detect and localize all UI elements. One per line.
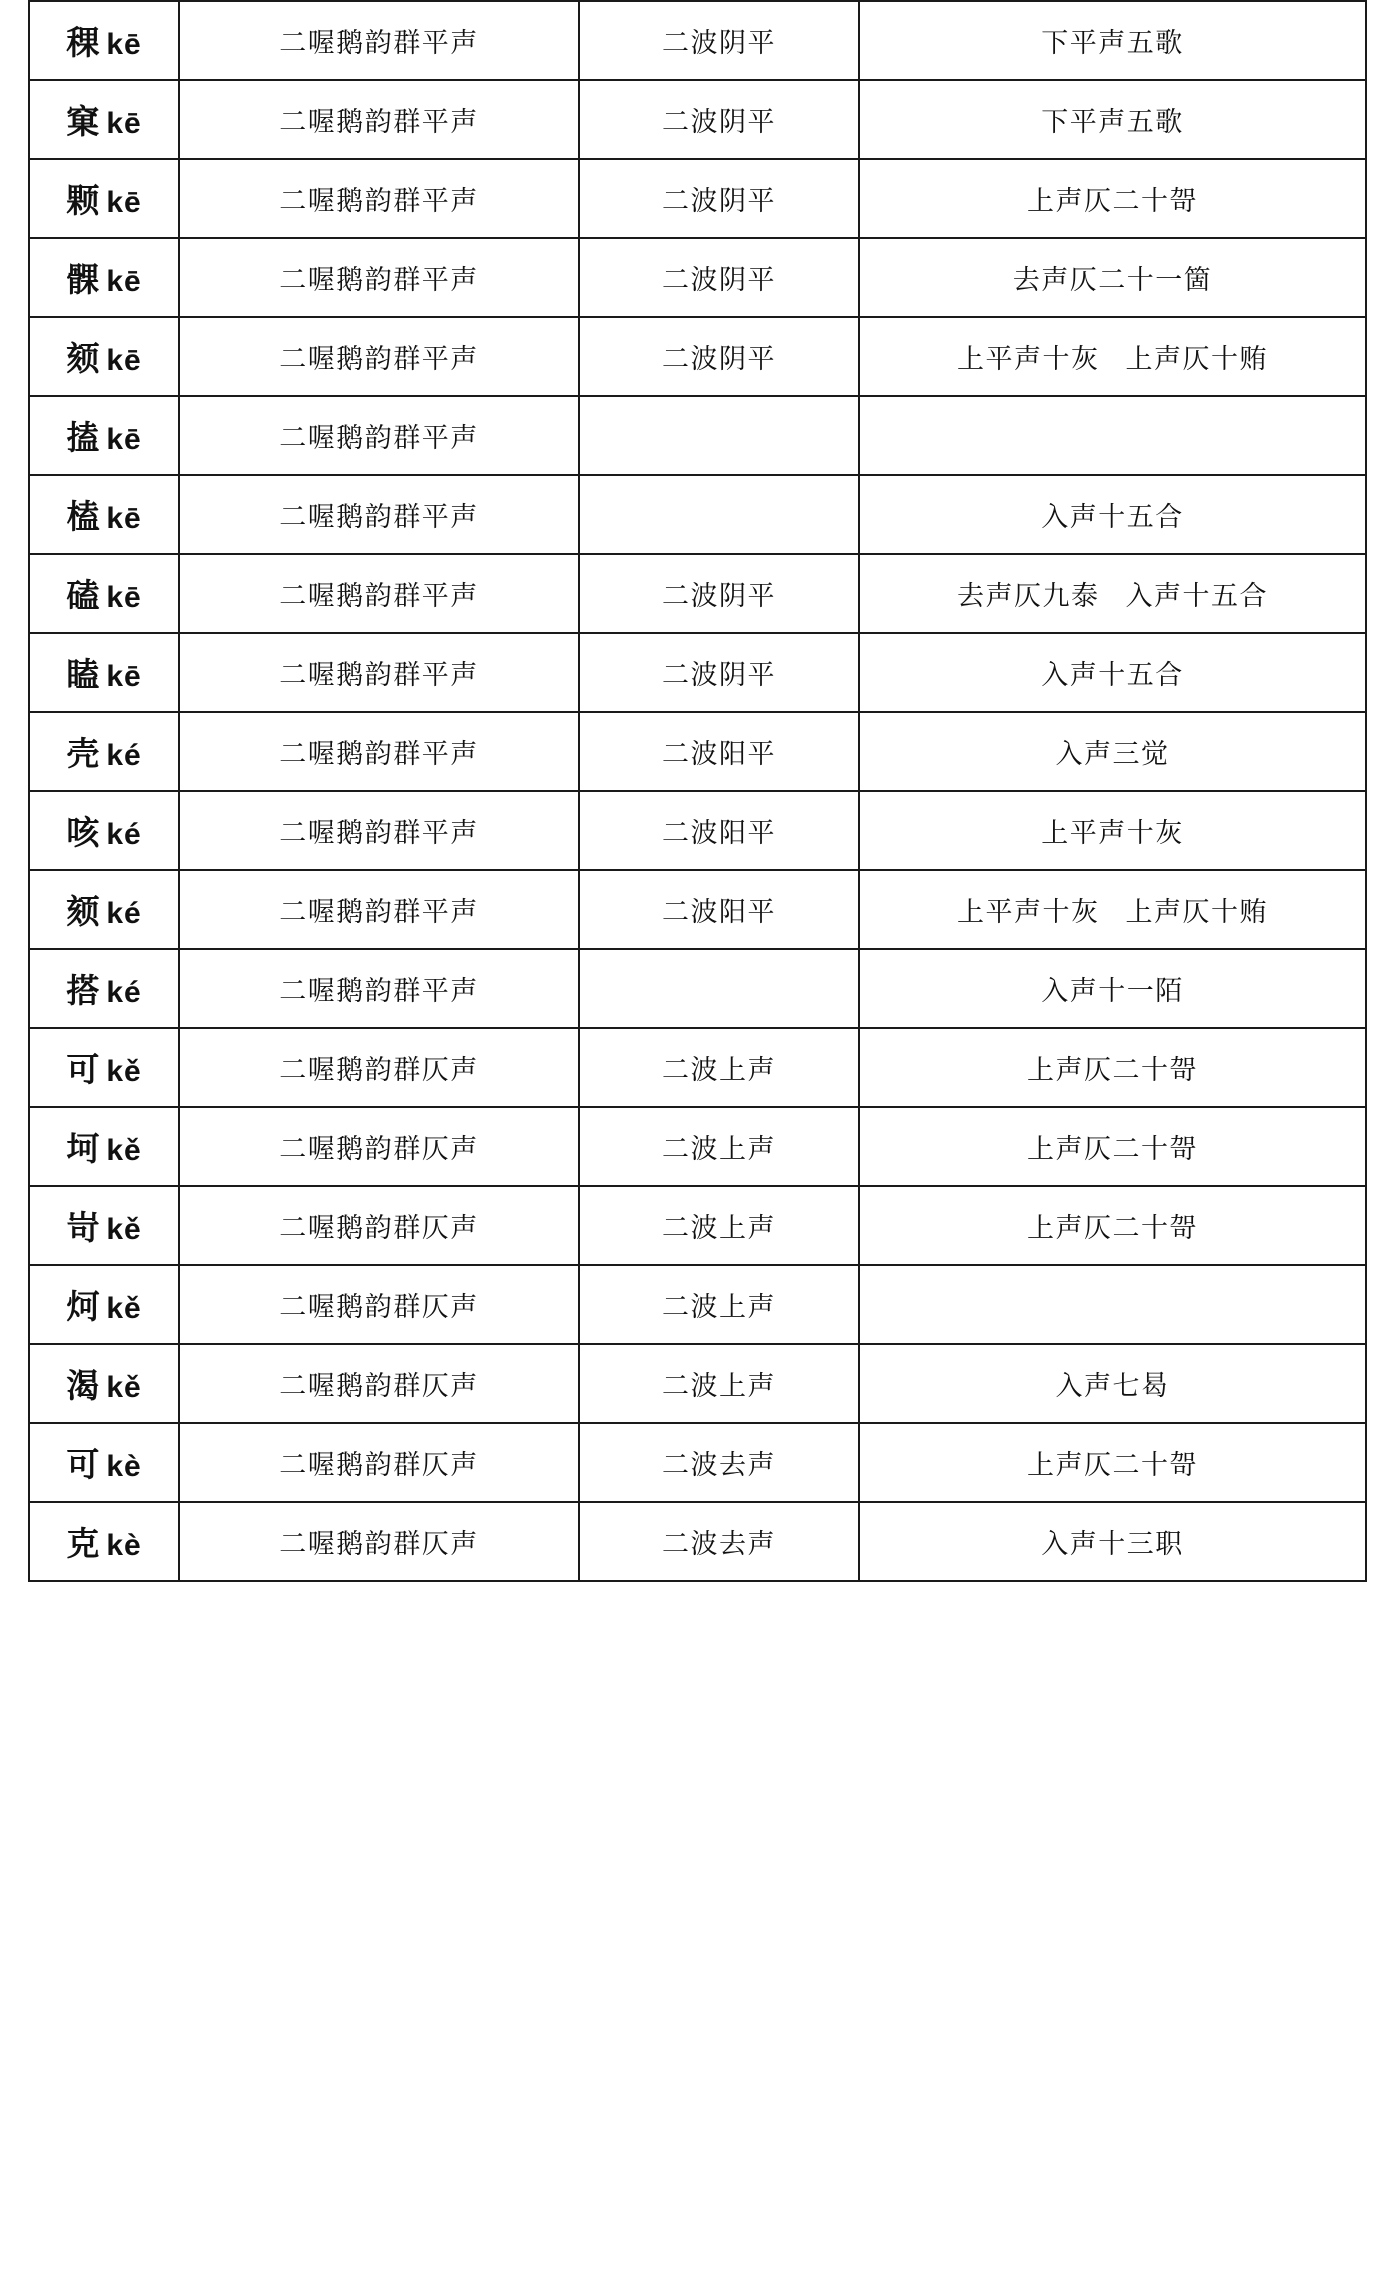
entry-character: 咳 <box>66 816 101 852</box>
rime-book-ref: 入声十三职 <box>1041 1529 1184 1559</box>
entry-rime-book-refs <box>859 80 1366 159</box>
entry-rime-book-refs <box>859 396 1366 475</box>
entry-rime-group: 二喔鹅韵群仄声 <box>179 1423 579 1502</box>
table-row <box>29 80 1366 159</box>
entry-tone-class: 二波上声 <box>579 1028 859 1107</box>
entry-headword-cell <box>29 791 179 870</box>
table-row <box>29 633 1366 712</box>
entry-character: 磕 <box>66 579 101 615</box>
entry-rime-book-refs <box>859 633 1366 712</box>
entry-pinyin: kě <box>106 1371 142 1404</box>
table-row <box>29 949 1366 1028</box>
table-row <box>29 1423 1366 1502</box>
rime-book-ref: 上声仄二十哿 <box>1027 1055 1198 1085</box>
entry-headword-cell <box>29 238 179 317</box>
entry-tone-class: 二波阳平 <box>579 791 859 870</box>
entry-pinyin: kē <box>106 423 142 456</box>
entry-pinyin: ké <box>106 976 142 1009</box>
rime-book-ref: 下平声五歌 <box>1041 28 1184 58</box>
entry-rime-group: 二喔鹅韵群仄声 <box>179 1107 579 1186</box>
entry-rime-book-refs <box>859 1107 1366 1186</box>
entry-rime-book-refs <box>859 1502 1366 1581</box>
rime-book-ref: 上声仄二十哿 <box>1027 1450 1198 1480</box>
entry-headword-cell <box>29 1107 179 1186</box>
entry-rime-book-refs <box>859 712 1366 791</box>
entry-rime-book-refs <box>859 1028 1366 1107</box>
entry-character: 颗 <box>66 184 101 220</box>
table-row <box>29 1186 1366 1265</box>
entry-character: 搕 <box>66 421 101 457</box>
entry-rime-group: 二喔鹅韵群仄声 <box>179 1344 579 1423</box>
entry-rime-book-refs <box>859 791 1366 870</box>
entry-tone-class: 二波阴平 <box>579 633 859 712</box>
entry-headword-cell <box>29 475 179 554</box>
entry-rime-group: 二喔鹅韵群平声 <box>179 1 579 80</box>
entry-pinyin: kē <box>106 581 142 614</box>
entry-pinyin: ké <box>106 818 142 851</box>
entry-rime-group: 二喔鹅韵群平声 <box>179 317 579 396</box>
entry-pinyin: kē <box>106 28 142 61</box>
entry-headword-cell <box>29 712 179 791</box>
entry-headword-cell <box>29 1423 179 1502</box>
entry-tone-class: 二波阴平 <box>579 317 859 396</box>
entry-tone-class: 二波阳平 <box>579 712 859 791</box>
table-row <box>29 554 1366 633</box>
entry-rime-book-refs <box>859 1186 1366 1265</box>
entry-rime-group: 二喔鹅韵群平声 <box>179 396 579 475</box>
entry-pinyin: kē <box>106 502 142 535</box>
entry-rime-group: 二喔鹅韵群平声 <box>179 475 579 554</box>
entry-headword-cell <box>29 159 179 238</box>
entry-character: 颏 <box>66 895 101 931</box>
entry-pinyin: kě <box>106 1213 142 1246</box>
entry-character: 窠 <box>66 105 101 141</box>
entry-tone-class: 二波上声 <box>579 1344 859 1423</box>
rime-book-ref: 上平声十灰 <box>1041 818 1184 848</box>
table-row <box>29 870 1366 949</box>
entry-rime-book-refs <box>859 159 1366 238</box>
rime-book-ref: 入声十五合 <box>1041 660 1184 690</box>
entry-headword-cell <box>29 1186 179 1265</box>
entry-headword-cell <box>29 1028 179 1107</box>
rime-book-ref: 入声十五合 <box>1125 581 1268 611</box>
entry-rime-group: 二喔鹅韵群平声 <box>179 633 579 712</box>
entry-headword-cell <box>29 1502 179 1581</box>
entry-rime-group: 二喔鹅韵群平声 <box>179 870 579 949</box>
entry-pinyin: kē <box>106 660 142 693</box>
entry-character: 颏 <box>66 342 101 378</box>
entry-character: 髁 <box>66 263 101 299</box>
entry-headword-cell <box>29 870 179 949</box>
entry-rime-group: 二喔鹅韵群仄声 <box>179 1265 579 1344</box>
entry-tone-class: 二波上声 <box>579 1107 859 1186</box>
entry-pinyin: kè <box>106 1450 142 1483</box>
entry-tone-class: 二波阳平 <box>579 870 859 949</box>
entry-character: 瞌 <box>66 658 101 694</box>
table-row <box>29 791 1366 870</box>
entry-tone-class <box>579 949 859 1028</box>
entry-tone-class <box>579 475 859 554</box>
entry-rime-book-refs <box>859 1265 1366 1344</box>
entry-character: 搭 <box>66 974 101 1010</box>
table-body <box>29 1 1366 1581</box>
table-row <box>29 1265 1366 1344</box>
entry-character: 可 <box>66 1448 101 1484</box>
rime-book-ref: 下平声五歌 <box>1041 107 1184 137</box>
entry-rime-group: 二喔鹅韵群平声 <box>179 238 579 317</box>
table-row <box>29 159 1366 238</box>
entry-rime-book-refs <box>859 1 1366 80</box>
table-row <box>29 317 1366 396</box>
entry-headword-cell <box>29 1344 179 1423</box>
entry-tone-class: 二波去声 <box>579 1423 859 1502</box>
rime-book-ref: 上平声十灰 <box>957 897 1100 927</box>
rime-book-ref: 入声三觉 <box>1055 739 1170 769</box>
entry-rime-group: 二喔鹅韵群平声 <box>179 791 579 870</box>
entry-character: 克 <box>66 1527 101 1563</box>
entry-rime-book-refs <box>859 554 1366 633</box>
table-row <box>29 238 1366 317</box>
entry-rime-group: 二喔鹅韵群仄声 <box>179 1028 579 1107</box>
entry-character: 岢 <box>66 1211 101 1247</box>
rime-book-ref: 上声仄十贿 <box>1125 897 1268 927</box>
rime-book-ref: 上声仄二十哿 <box>1027 1134 1198 1164</box>
entry-tone-class <box>579 396 859 475</box>
entry-character: 坷 <box>66 1132 101 1168</box>
entry-character: 渴 <box>66 1369 101 1405</box>
entry-headword-cell <box>29 317 179 396</box>
table-row <box>29 1028 1366 1107</box>
entry-headword-cell <box>29 1265 179 1344</box>
entry-pinyin: kē <box>106 344 142 377</box>
entry-tone-class: 二波阴平 <box>579 238 859 317</box>
entry-headword-cell <box>29 396 179 475</box>
entry-rime-book-refs <box>859 870 1366 949</box>
rime-book-ref: 入声七曷 <box>1055 1371 1170 1401</box>
rime-book-ref: 上平声十灰 <box>957 344 1100 374</box>
rime-book-ref: 去声仄二十一箇 <box>1012 265 1213 295</box>
entry-rime-group: 二喔鹅韵群仄声 <box>179 1502 579 1581</box>
table-row <box>29 1107 1366 1186</box>
entry-character: 榼 <box>66 500 101 536</box>
entry-tone-class: 二波阴平 <box>579 554 859 633</box>
entry-tone-class: 二波阴平 <box>579 159 859 238</box>
entry-rime-group: 二喔鹅韵群平声 <box>179 712 579 791</box>
entry-pinyin: kē <box>106 265 142 298</box>
entry-pinyin: kē <box>106 107 142 140</box>
entry-rime-group: 二喔鹅韵群平声 <box>179 554 579 633</box>
rime-book-ref: 入声十一陌 <box>1041 976 1184 1006</box>
table-row <box>29 1 1366 80</box>
entry-headword-cell <box>29 633 179 712</box>
entry-pinyin: kě <box>106 1292 142 1325</box>
entry-character: 壳 <box>66 737 101 773</box>
entry-pinyin: ké <box>106 897 142 930</box>
entry-rime-book-refs <box>859 475 1366 554</box>
entry-tone-class: 二波阴平 <box>579 1 859 80</box>
entry-pinyin: kě <box>106 1055 142 1088</box>
entry-pinyin: kè <box>106 1529 142 1562</box>
entry-character: 稞 <box>66 26 101 62</box>
entry-tone-class: 二波上声 <box>579 1265 859 1344</box>
entry-rime-group: 二喔鹅韵群平声 <box>179 159 579 238</box>
entry-character: 炣 <box>66 1290 101 1326</box>
entry-rime-group: 二喔鹅韵群平声 <box>179 80 579 159</box>
entry-rime-book-refs <box>859 949 1366 1028</box>
entry-rime-book-refs <box>859 317 1366 396</box>
entry-rime-group: 二喔鹅韵群仄声 <box>179 1186 579 1265</box>
entry-pinyin: kě <box>106 1134 142 1167</box>
entry-headword-cell <box>29 1 179 80</box>
table-row <box>29 1344 1366 1423</box>
entry-pinyin: ké <box>106 739 142 772</box>
phonology-table <box>28 0 1367 1582</box>
rime-book-ref: 入声十五合 <box>1041 502 1184 532</box>
table-row <box>29 475 1366 554</box>
entry-headword-cell <box>29 80 179 159</box>
table-row <box>29 712 1366 791</box>
entry-headword-cell <box>29 554 179 633</box>
entry-pinyin: kē <box>106 186 142 219</box>
entry-tone-class: 二波阴平 <box>579 80 859 159</box>
entry-tone-class: 二波上声 <box>579 1186 859 1265</box>
rime-book-ref: 去声仄九泰 <box>957 581 1100 611</box>
table-row <box>29 396 1366 475</box>
entry-headword-cell <box>29 949 179 1028</box>
entry-tone-class: 二波去声 <box>579 1502 859 1581</box>
entry-rime-book-refs <box>859 1423 1366 1502</box>
rime-book-ref: 上声仄十贿 <box>1125 344 1268 374</box>
entry-rime-group: 二喔鹅韵群平声 <box>179 949 579 1028</box>
entry-rime-book-refs <box>859 238 1366 317</box>
rime-book-ref: 上声仄二十哿 <box>1027 186 1198 216</box>
rime-book-ref: 上声仄二十哿 <box>1027 1213 1198 1243</box>
table-row <box>29 1502 1366 1581</box>
entry-character: 可 <box>66 1053 101 1089</box>
entry-rime-book-refs <box>859 1344 1366 1423</box>
